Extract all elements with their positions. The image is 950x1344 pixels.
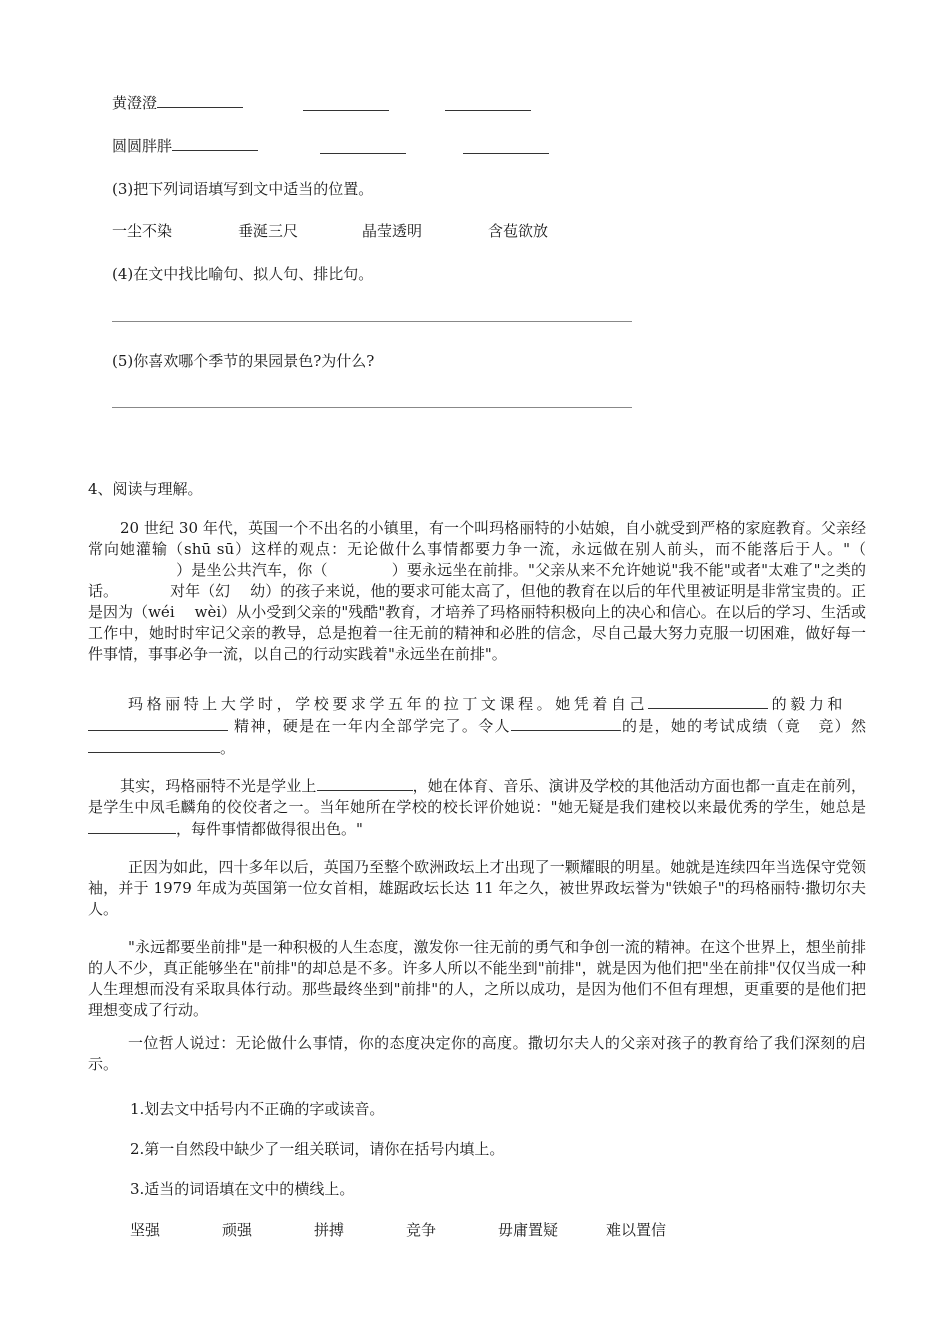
section-heading: 4、阅读与理解。 [88, 480, 203, 498]
sub-question-2: 2.第一自然段中缺少了一组关联词，请你在括号内填上。 [130, 1140, 505, 1158]
paragraph-3 [88, 775, 866, 840]
word-yuanyuanpangpang: 圆圆胖胖 [112, 137, 173, 155]
text: （竟 [768, 717, 802, 735]
text: ）要永远坐在前排。"父亲从来不允许她说"我不能"或者"太难了"之类的话。 [88, 561, 866, 600]
text: 竞）然 [817, 717, 866, 735]
text: 正因为如此，四十多年以后，英国乃至整个欧洲政坛上才出现了一颗耀眼的明星。她就是连续四年当选保守党领袖，并于 1979 年成为英国第一位女首相，雄踞政坛长达 11 年之久，被世界政坛誉为"铁娘子"的玛格丽特·撒切尔夫人。 [88, 858, 866, 918]
word-option: 垂涎三尺 [238, 222, 299, 240]
blank[interactable] [463, 138, 549, 154]
text: 20 世纪 30 年代，英国一个不出名的小镇里，有一个叫玛格丽特的小姑娘，自小就受到严格的家庭教育。父亲经常向她灌输（shū sū）这样的观点：无论做什么事情都要力争一流，永远做在别人前头，而不能落后于人。"（ [88, 519, 866, 558]
word-option: 顽强 [222, 1221, 253, 1239]
text: 玛格丽特上大学时，学校要求学五年的拉丁文课程。她凭着自己 [128, 695, 649, 713]
sub-question-3: 3.适当的词语填在文中的横线上。 [130, 1180, 355, 1198]
text: 的毅力和 [768, 695, 846, 713]
blank[interactable] [172, 135, 258, 151]
blank[interactable] [511, 715, 621, 731]
answer-line[interactable] [112, 321, 632, 322]
text: 其实，玛格丽特不光是学业上 [120, 777, 317, 795]
fill-row-2 [112, 135, 258, 156]
text: wèi）从小受到父亲的"残酷"教育，才培养了玛格丽特积极向上的决心和信心。在以后的学习、生活或工作中，她时时牢记父亲的教导，总是抱着一往无前的精神和必胜的信念，尽自己最大努力克服一切困难，做好每一件事情，事事必争一流，以自己的行动实践着"永远坐在前排"。 [88, 603, 867, 663]
word-option: 毋庸置疑 [498, 1221, 559, 1239]
text: ，她在体育、音乐、演讲及学校的其他活动方面也都一直走在前列，是学生中凤毛麟角的佼佼者之一。当年她所在学校的校长评价她说："她无疑是我们建校以来最优秀的学生，她总是 [88, 777, 866, 816]
question-5: (5)你喜欢哪个季节的果园景色?为什么? [112, 352, 375, 370]
fill-row-1 [112, 92, 243, 113]
blank[interactable] [157, 92, 243, 108]
answer-line[interactable] [112, 407, 632, 408]
blank[interactable] [445, 95, 531, 111]
blank[interactable] [317, 775, 413, 791]
word-option: 含苞欲放 [488, 222, 549, 240]
text: 精神，硬是在一年内全部学完了。令人 [234, 717, 511, 735]
blank[interactable] [303, 95, 389, 111]
text: ，每件事情都做得很出色。" [176, 820, 363, 838]
word-option: 一尘不染 [112, 222, 173, 240]
paragraph-4 [88, 857, 866, 920]
word-option: 竞争 [406, 1221, 437, 1239]
blank[interactable] [88, 818, 176, 834]
text: 的是，她的考试成绩 [620, 717, 769, 735]
word-option: 坚强 [130, 1221, 161, 1239]
text: ）是坐公共汽车，你（ [176, 561, 328, 579]
blank[interactable] [88, 737, 220, 753]
word-huangdengdeng: 黄澄澄 [112, 94, 158, 112]
blank[interactable] [88, 715, 228, 731]
text: 幼）的孩子来说，他的要求可能太高了，但他的教育在以后的年代里被证明是非常宝贵的。正是因为（wéi [88, 582, 866, 621]
paragraph-5 [88, 937, 866, 1021]
sub-question-1: 1.划去文中括号内不正确的字或读音。 [130, 1100, 385, 1118]
word-option: 难以置信 [606, 1221, 667, 1239]
question-3: (3)把下列词语填写到文中适当的位置。 [112, 180, 374, 198]
word-option: 拼搏 [314, 1221, 345, 1239]
text: 一位哲人说过：无论做什么事情，你的态度决定你的高度。撒切尔夫人的父亲对孩子的教育给了我们深刻的启示。 [88, 1034, 866, 1073]
paragraph-1 [88, 518, 866, 665]
text: 。 [220, 739, 236, 757]
blank[interactable] [320, 138, 406, 154]
question-4: (4)在文中找比喻句、拟人句、排比句。 [112, 265, 374, 283]
text: 对年（幻 [170, 582, 231, 600]
text: "永远都要坐前排"是一种积极的人生态度，激发你一往无前的勇气和争创一流的精神。在这个世界上，想坐前排的人不少，真正能够坐在"前排"的却总是不多。许多人所以不能坐到"前排"，就是因为他们把"坐在前排"仅仅当成一种人生理想而没有采取具体行动。那些最终坐到"前排"的人，之所以成功，是因为他们不但有理想，更重要的是他们把理想变成了行动。 [88, 938, 866, 1019]
paragraph-6 [88, 1033, 866, 1075]
blank[interactable] [648, 693, 768, 709]
word-option: 晶莹透明 [362, 222, 423, 240]
paragraph-2 [88, 693, 866, 759]
